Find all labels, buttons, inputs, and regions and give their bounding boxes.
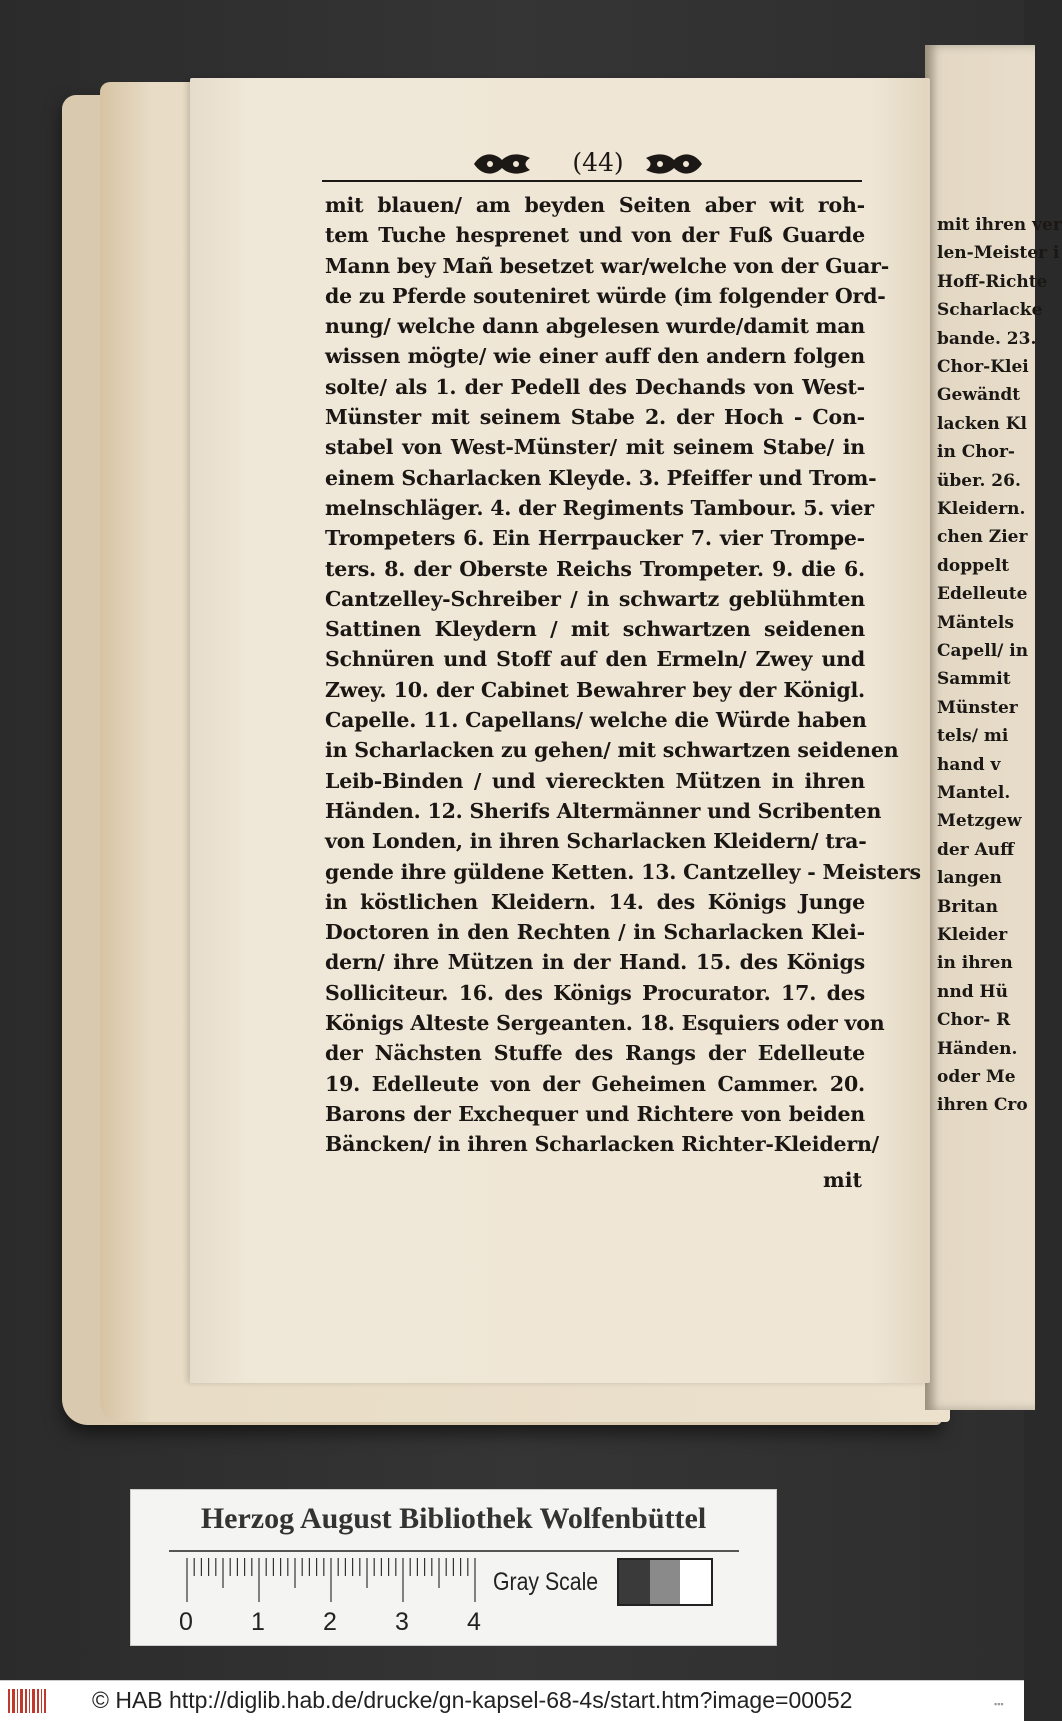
facing-page-fragment: Sammit (937, 669, 1011, 690)
gray-scale-label: Gray Scale (493, 1568, 599, 1596)
facing-page-fragment: hand v (937, 754, 1001, 775)
text-line: wissen mögte/ wie einer auff den andern folgen (325, 344, 865, 369)
facing-page-fragment: Chor-Klei (937, 357, 1029, 377)
footer-bar (0, 1680, 1024, 1721)
facing-page-fragment: Britan (937, 896, 999, 917)
card-rule (169, 1550, 739, 1552)
text-line: Münster mit seinem Stabe 2. der Hoch - Con- (325, 405, 865, 430)
library-name: Herzog August Bibliothek Wolfenbüttel (200, 1502, 707, 1535)
text-line: Capelle. 11. Capellans/ welche die Würde haben (325, 708, 867, 733)
swatch-dark (619, 1560, 650, 1604)
facing-page-fragment: Gewändt (937, 385, 1021, 406)
text-line: Solliciteur. 16. des Königs Procurator. 17. des (325, 980, 865, 1005)
text-line: Cantzelley-Schreiber / in schwartz geblühmten (325, 586, 865, 611)
text-line: Königs Alteste Sergeanten. 18. Esquiers oder von (325, 1011, 885, 1036)
text-line: ters. 8. der Oberste Reichs Trompeter. 9. die 6. (325, 556, 865, 581)
page-number: (44) (572, 148, 624, 177)
facing-page-fragment: Münster (937, 697, 1018, 718)
facing-page-fragment: Kleider (937, 925, 1008, 945)
text-line: von Londen, in ihren Scharlacken Kleidern/ tra- (325, 829, 867, 854)
facing-page-fragment: Scharlacke (937, 300, 1043, 321)
text-line: de zu Pferde souteniret würde (im folgender Ord- (325, 283, 886, 308)
text-line: stabel von West-Münster/ mit seinem Stabe/ in (325, 435, 865, 460)
text-line: Mann bey Mañ besetzet war/welche von der Guar- (325, 253, 890, 278)
ruler-number: 0 (179, 1608, 193, 1636)
facing-page-fragment: Chor- R (937, 1010, 1011, 1031)
page-header (322, 148, 862, 182)
facing-page-fragment: Händen. (937, 1038, 1018, 1059)
color-reference-card (131, 1490, 776, 1645)
facing-page-fragment: in Chor- (937, 442, 1015, 463)
footer-copyright-url[interactable]: © HAB http://diglib.hab.de/drucke/gn-kapsel-68-4s/start.htm?image=00052 (92, 1687, 853, 1713)
facing-page-fragment: Kleidern. (937, 499, 1026, 519)
facing-page-fragment: der Auff (937, 839, 1015, 860)
facing-page-fragment: Edelleute (937, 584, 1028, 605)
left-ornament-icon (472, 150, 534, 178)
ruler-number: 1 (251, 1608, 265, 1636)
text-line: der Nächsten Stuffe des Rangs der Edelleute (325, 1041, 865, 1066)
text-line: Sattinen Kleydern / mit schwartzen seidenen (325, 617, 865, 642)
text-line: Leib-Binden / und viereckten Mützen in ihren (325, 768, 865, 793)
text-line: gende ihre güldene Ketten. 13. Cantzelley - Meisters (325, 859, 921, 884)
facing-page-fragment: tels/ mi (937, 726, 1009, 747)
right-ornament-icon (642, 150, 704, 178)
ruler-number: 3 (395, 1608, 409, 1636)
footer-mark: ▪▪▪ (994, 1699, 1004, 1709)
gray-scale-swatches (617, 1558, 713, 1606)
facing-page-fragment: Metzgew (937, 811, 1022, 832)
text-line: in Scharlacken zu gehen/ mit schwartzen seidenen (325, 738, 899, 763)
facing-page-fragment: in ihren (937, 953, 1013, 974)
facing-page-fragment: Mantel. (937, 783, 1011, 803)
facing-page-fragment: langen (937, 868, 1002, 889)
facing-page-fragment: mit ihren ver (937, 215, 1062, 235)
ruler-number: 2 (323, 1608, 337, 1636)
text-line: Händen. 12. Sherifs Altermänner und Scribenten (325, 798, 882, 823)
facing-page-fragment: ihren Cro (937, 1095, 1028, 1116)
facing-page (925, 45, 1062, 1410)
facing-page-fragment: lacken Kl (937, 413, 1027, 434)
facing-page-fragment: chen Zier (937, 527, 1028, 548)
text-line: 19. Edelleute von der Geheimen Cammer. 20. (325, 1071, 865, 1096)
page-body-text (325, 190, 921, 1160)
text-line: Trompeters 6. Ein Herrpaucker 7. vier Trompe- (325, 526, 865, 551)
facing-page-fragment: nnd Hü (937, 981, 1008, 1002)
text-line: einem Scharlacken Kleyde. 3. Pfeiffer und Trom- (325, 465, 877, 490)
text-line: tem Tuche hesprenet und von der Fuß Guarde (325, 223, 865, 248)
facing-page-fragment: bande. 23. (937, 328, 1037, 349)
facing-page-fragment: Capell/ in (937, 641, 1029, 661)
facing-page-fragment: doppelt (937, 555, 1010, 576)
facing-page-fragment: Mäntels (937, 612, 1014, 633)
text-line: Barons der Exchequer und Richtere von beiden (325, 1101, 865, 1126)
text-line: in köstlichen Kleidern. 14. des Königs Junge (325, 889, 865, 914)
text-line: melnschläger. 4. der Regiments Tambour. 5. vier (325, 495, 874, 520)
text-line: solte/ als 1. der Pedell des Dechands von West- (325, 374, 865, 399)
facing-page-fragment: über. 26. (937, 470, 1021, 491)
text-line: dern/ ihre Mützen in der Hand. 15. des Königs (325, 950, 865, 975)
text-line: Schnüren und Stoff auf den Ermeln/ Zwey und (325, 647, 865, 672)
barcode-icon (6, 1687, 48, 1715)
facing-page-fragment: len-Meister i (937, 243, 1060, 264)
swatch-white (680, 1560, 711, 1604)
text-line: nung/ welche dann abgelesen wurde/damit man (325, 314, 865, 339)
swatch-mid (650, 1560, 681, 1604)
facing-page-fragment: oder Me (937, 1067, 1016, 1087)
text-line: Bäncken/ in ihren Scharlacken Richter-Kleidern/ (325, 1132, 879, 1157)
text-line: Doctoren in den Rechten / in Scharlacken Klei- (325, 920, 865, 945)
ruler-scale-icon (179, 1558, 479, 1603)
ruler-number: 4 (467, 1608, 481, 1636)
catchword: mit (823, 1168, 862, 1192)
text-line: mit blauen/ am beyden Seiten aber wit roh- (325, 193, 865, 217)
facing-page-fragment: Hoff-Richte (937, 271, 1048, 292)
header-rule (322, 180, 862, 182)
text-line: Zwey. 10. der Cabinet Bewahrer bey der Königl. (325, 677, 865, 702)
